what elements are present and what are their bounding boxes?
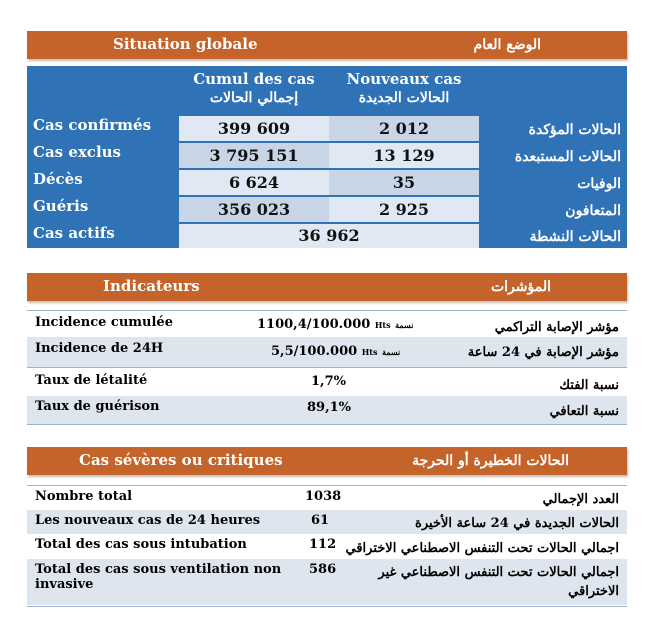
- global-section-header: [27, 31, 627, 59]
- active-value: 36 962: [179, 224, 479, 248]
- severe-label-fr: [35, 562, 281, 592]
- indicator-unit-ar: نسمة: [382, 347, 401, 357]
- cumul-deaths: 6 624: [179, 170, 329, 195]
- severe-title-ar: الحالات الخطيرة أو الحرجة: [412, 453, 569, 469]
- severe-label-ar: اجمالي الحالات تحت التنفس الاصطناعي الاختراقي: [345, 541, 619, 556]
- severe-value: 586: [309, 562, 337, 577]
- severe-row: [27, 559, 627, 605]
- severe-label-fr: Nombre total: [35, 489, 133, 504]
- indicator-label-ar: نسبة الفتك: [559, 378, 619, 393]
- severe-label-fr: Total des cas sous intubation: [35, 537, 247, 552]
- indicator-unit: Hts: [361, 347, 378, 357]
- indicator-unit: Hts: [374, 320, 391, 330]
- severe-value: 112: [309, 537, 337, 552]
- severe-label-fr-line2: invasive: [35, 577, 94, 592]
- indicator-label-ar: مؤشر الإصابة التراكمي: [494, 320, 619, 335]
- global-table: [27, 66, 627, 248]
- indicators-title-ar: المؤشرات: [490, 279, 551, 295]
- indicator-value: [271, 344, 400, 359]
- row-label-excluded-ar: الحالات المستبعدة: [514, 149, 621, 165]
- row-label-deaths-ar: الوفيات: [577, 176, 621, 192]
- new-deaths: 35: [329, 170, 479, 195]
- indicator-label-ar: مؤشر الإصابة في 24 ساعة: [467, 345, 619, 360]
- severe-label-ar: [378, 565, 619, 599]
- cumul-confirmed: 399 609: [179, 116, 329, 141]
- row-label-active: Cas actifs: [33, 224, 115, 242]
- indicator-unit-ar: نسمة: [395, 320, 414, 330]
- row-label-excluded: Cas exclus: [33, 143, 121, 161]
- indicator-row: [27, 337, 627, 367]
- global-title-ar: الوضع العام: [473, 37, 541, 53]
- col-header-new-ar: الحالات الجديدة: [358, 90, 450, 106]
- severe-value: 61: [311, 513, 330, 528]
- severe-value: 1038: [305, 489, 342, 504]
- new-excluded: 13 129: [329, 143, 479, 168]
- severe-label-ar: العدد الإجمالي: [542, 492, 619, 507]
- severe-row: [27, 534, 627, 559]
- severe-table: [27, 485, 627, 607]
- severe-title-fr: Cas sévères ou critiques: [79, 451, 283, 469]
- severe-row: [27, 486, 627, 510]
- indicator-value-number: 5,5/100.000: [271, 344, 358, 359]
- col-header-new-fr: Nouveaux cas: [346, 70, 462, 88]
- new-confirmed: 2 012: [329, 116, 479, 141]
- indicator-row: [27, 370, 627, 396]
- severe-label-ar: الحالات الجديدة في 24 ساعة الأخيرة: [415, 516, 619, 531]
- severe-section-header: [27, 447, 627, 475]
- indicator-label-fr: Incidence cumulée: [35, 315, 173, 330]
- cumul-excluded: 3 795 151: [179, 143, 329, 168]
- severe-label-fr-line1: Total des cas sous ventilation non: [35, 562, 282, 577]
- severe-label-ar-line1: اجمالي الحالات تحت التنفس الاصطناعي غير: [378, 565, 619, 580]
- indicator-value: 89,1%: [307, 400, 352, 415]
- row-label-recovered: Guéris: [33, 197, 89, 215]
- indicator-label-fr: Taux de létalité: [35, 373, 148, 388]
- indicator-row: [27, 396, 627, 424]
- col-header-cumul: [179, 68, 329, 114]
- row-label-recovered-ar: المتعافون: [565, 203, 621, 219]
- cumul-recovered: 356 023: [179, 197, 329, 222]
- col-header-cumul-fr: Cumul des cas: [193, 70, 315, 88]
- indicator-label-fr: Taux de guérison: [35, 399, 160, 414]
- row-label-deaths: Décès: [33, 170, 83, 188]
- col-header-new: [329, 68, 479, 114]
- indicator-value: 1,7%: [311, 374, 346, 389]
- indicator-label-fr: Incidence de 24H: [35, 341, 164, 356]
- row-label-active-ar: الحالات النشطة: [529, 229, 621, 245]
- indicators-section-header: [27, 273, 627, 301]
- col-header-cumul-ar: إجمالي الحالات: [209, 90, 299, 106]
- indicators-title-fr: Indicateurs: [103, 277, 200, 295]
- severe-label-fr: Les nouveaux cas de 24 heures: [35, 513, 261, 528]
- indicator-row: [27, 311, 627, 336]
- indicator-label-ar: نسبة التعافي: [549, 404, 619, 419]
- row-label-confirmed: Cas confirmés: [33, 116, 152, 134]
- indicators-table: [27, 310, 627, 425]
- indicator-value-number: 1100,4/100.000: [257, 317, 371, 332]
- indicator-value: [257, 317, 413, 332]
- severe-row: [27, 510, 627, 534]
- severe-label-ar-line2: الاختراقي: [568, 584, 619, 599]
- row-label-confirmed-ar: الحالات المؤكدة: [528, 122, 621, 138]
- new-recovered: 2 925: [329, 197, 479, 222]
- global-title-fr: Situation globale: [113, 35, 258, 53]
